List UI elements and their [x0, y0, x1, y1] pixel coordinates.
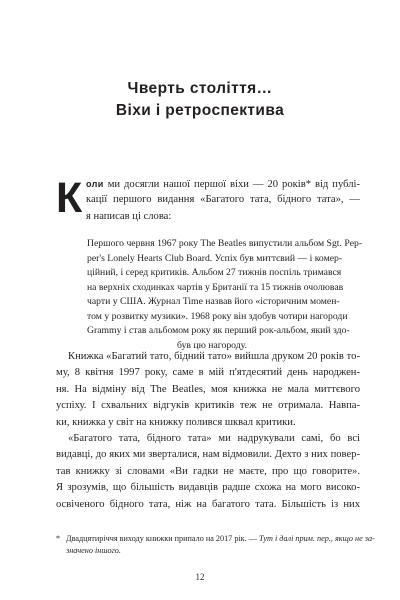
body-line: му, 8 квітня 1997 року, саме в мій п'ятдесятий день народжен- — [56, 367, 360, 379]
quote-line: ційний, і серед критиків. Альбом 27 тижнів поспіль тримався — [87, 267, 342, 278]
chapter-title — [0, 78, 400, 122]
lead-in-caps: оли — [86, 179, 104, 189]
footnote-line-2: значено іншого. — [66, 546, 121, 555]
quote-line: був цю нагороду. — [177, 339, 247, 351]
chapter-title-line-1: Чверть століття… — [127, 80, 273, 97]
quote-line: чарти у США. Журнал Time назвав його «історичним момен- — [87, 296, 340, 307]
block-quote — [87, 237, 363, 353]
body-line: успіху. І схвальних відгуків критиків теж не отримала. Навпа- — [56, 400, 360, 412]
opening-line-2: кації першого видання «Багатого тата, бідного тата», — — [86, 194, 360, 206]
body-line: ки, книжка у світ на книжку полився шквал критики. — [56, 416, 296, 428]
body-line: видавці, до яких ми зверталися, нам відмовили. Дехто з них повер- — [56, 449, 360, 461]
opening-line-1-text: ми досягли нашої першої віхи — 20 років* від публі- — [103, 179, 360, 190]
quote-line: per's Lonely Hearts Club Board. Успіх був миттєвий — і комер- — [87, 252, 343, 264]
opening-line-3: я написав ці слова: — [86, 210, 172, 222]
body-line: освіченого бідного тата, ніж на багатого тата. Більшість із них — [56, 498, 360, 510]
page-number: 12 — [195, 572, 205, 582]
opening-paragraph — [56, 176, 360, 225]
body-line: тав книжку зі словами «Ви гадки не маєте, про що говорите». — [56, 465, 360, 477]
quote-line: том у розвитку музики». 1968 року він здобув чотири нагороди — [87, 310, 348, 322]
footnote-mark: * — [56, 534, 61, 543]
drop-cap: К — [56, 174, 83, 222]
body-line: ня. На відміну від The Beatles, моя книжка не мала миттєвого — [56, 383, 360, 395]
footnote-note-italic: Тут і далі прим. пер., якщо не за- — [259, 534, 375, 543]
footnote-line-1 — [56, 533, 375, 545]
quote-line: Першого червня 1967 року The Beatles випустили альбом Sgt. Pep- — [87, 238, 363, 249]
footnote — [56, 533, 375, 557]
chapter-title-line-2: Віхи і ретроспектива — [115, 102, 285, 119]
opening-line-1 — [86, 176, 360, 192]
quote-line: Grammy і став альбомом року як перший рок-альбом, який здо- — [87, 325, 350, 336]
body-line: Я зрозумів, що більшість видавців радше схожа на мого високо- — [56, 482, 360, 494]
quote-line: на верхніх сходинках чартів у Британії та 15 тижнів очолював — [87, 281, 344, 293]
footnote-text: Двадцятиріччя виходу книжки припало на 2017 рік. — — [66, 534, 259, 543]
body-line: «Багатого тата, бідного тата» ми надрукували самі, бо всі — [68, 432, 360, 444]
body-line: Книжка «Багатий тато, бідний тато» вийшла друком 20 років то- — [68, 351, 360, 362]
main-text — [56, 349, 360, 513]
